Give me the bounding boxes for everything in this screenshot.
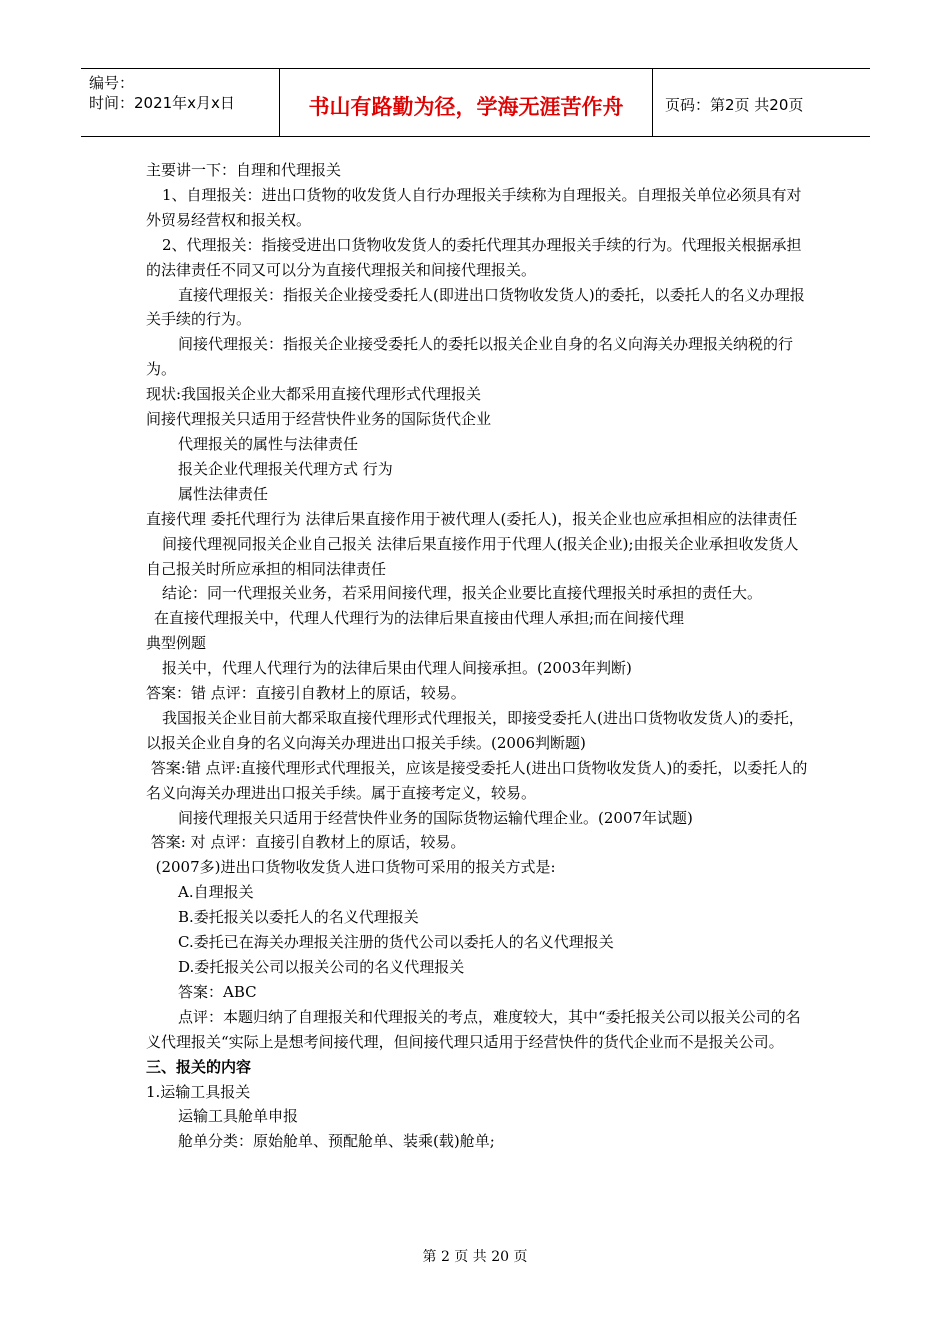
body-paragraph: 现状:我国报关企业大都采用直接代理形式代理报关: [146, 385, 482, 404]
body-paragraph: 1.运输工具报关: [146, 1082, 251, 1101]
body-paragraph: 间接代理报关只适用于经营快件业务的国际货物运输代理企业。(2007年试题): [178, 808, 693, 827]
body-paragraph: 代理报关的属性与法律责任: [178, 434, 359, 453]
body-paragraph: 间接代理视同报关企业自己报关 法律后果直接作用于代理人(报关企业);由报关企业承担收发货人自己报关时所应承担的相同法律责任: [146, 534, 799, 578]
body-paragraph: 报关中，代理人代理行为的法律后果由代理人间接承担。(2003年判断): [162, 659, 632, 678]
header-info-cell: [81, 69, 280, 136]
body-paragraph: D.委托报关公司以报关公司的名义代理报关: [178, 958, 465, 976]
body-paragraph: 运输工具舱单申报: [178, 1107, 299, 1126]
date-label: 时间：2021年x月x日: [89, 94, 235, 112]
serial-number-label: 编号：: [89, 74, 135, 92]
body-paragraph: 属性法律责任: [178, 484, 269, 503]
body-paragraph: 2、代理报关：指接受进出口货物收发货人的委托代理其办理报关手续的行为。代理报关根据承担的法律责任不同又可以分为直接代理报关和间接代理报关。: [146, 235, 802, 279]
body-paragraph: (2007多)进出口货物收发货人进口货物可采用的报关方式是:: [155, 858, 556, 877]
page-header: [81, 68, 870, 137]
body-paragraph: 间接代理报关只适用于经营快件业务的国际货代企业: [146, 410, 492, 429]
header-page-number: 页码：第2页 共20页: [665, 96, 804, 114]
body-paragraph: 典型例题: [146, 634, 207, 653]
body-paragraph: 直接代理 委托代理行为 法律后果直接作用于被代理人(委托人)，报关企业也应承担相应的法律责任: [146, 509, 798, 528]
body-paragraph: 报关企业代理报关代理方式 行为: [178, 459, 393, 478]
body-paragraph: 在直接代理报关中，代理人代理行为的法律后果直接由代理人承担;而在间接代理: [154, 609, 685, 628]
body-paragraph: 我国报关企业目前大都采取直接代理形式代理报关，即接受委托人(进出口货物收发货人)的委托，以报关企业自身的名义向海关办理进出口报关手续。(2006判断题): [146, 708, 804, 752]
body-paragraph: C.委托已在海关办理报关注册的货代公司以委托人的名义代理报关: [178, 933, 614, 952]
body-paragraph: B.委托报关以委托人的名义代理报关: [178, 908, 419, 927]
section-heading: 三、报关的内容: [146, 1057, 252, 1076]
document-body: [146, 158, 811, 1154]
body-paragraph: 答案:错 点评:直接代理形式代理报关，应该是接受委托人(进出口货物收发货人)的委托，以委托人的名义向海关办理进出口报关手续。属于直接考定义，较易。: [146, 758, 808, 802]
body-paragraph: 1、自理报关：进出口货物的收发货人自行办理报关手续称为自理报关。自理报关单位必须具有对外贸易经营权和报关权。: [146, 185, 802, 229]
body-paragraph: 主要讲一下：自理和代理报关: [146, 161, 342, 179]
header-motto: 书山有路勤为径，学海无涯苦作舟: [280, 69, 653, 136]
body-paragraph: 答案：错 点评：直接引自教材上的原话，较易。: [146, 684, 466, 703]
body-paragraph: 直接代理报关：指报关企业接受委托人(即进出口货物收发货人)的委托，以委托人的名义办理报关手续的行为。: [146, 285, 805, 329]
body-paragraph: 答案: 对 点评：直接引自教材上的原话，较易。: [150, 833, 466, 852]
body-paragraph: 答案：ABC: [178, 982, 257, 1001]
page-footer: 第 2 页 共 20 页: [422, 1249, 528, 1265]
body-paragraph: A.自理报关: [178, 883, 254, 902]
body-paragraph: 点评：本题归纳了自理报关和代理报关的考点，难度较大，其中“委托报关公司以报关公司的名义代理报关“实际上是想考间接代理，但间接代理只适用于经营快件的货代企业而不是报关公司。: [146, 1007, 801, 1051]
body-paragraph: 舱单分类：原始舱单、预配舱单、装乘(载)舱单;: [178, 1132, 495, 1151]
body-paragraph: 结论：同一代理报关业务，若采用间接代理，报关企业要比直接代理报关时承担的责任大。: [162, 584, 763, 603]
body-paragraph: 间接代理报关：指报关企业接受委托人的委托以报关企业自身的名义向海关办理报关纳税的行为。: [146, 335, 794, 379]
